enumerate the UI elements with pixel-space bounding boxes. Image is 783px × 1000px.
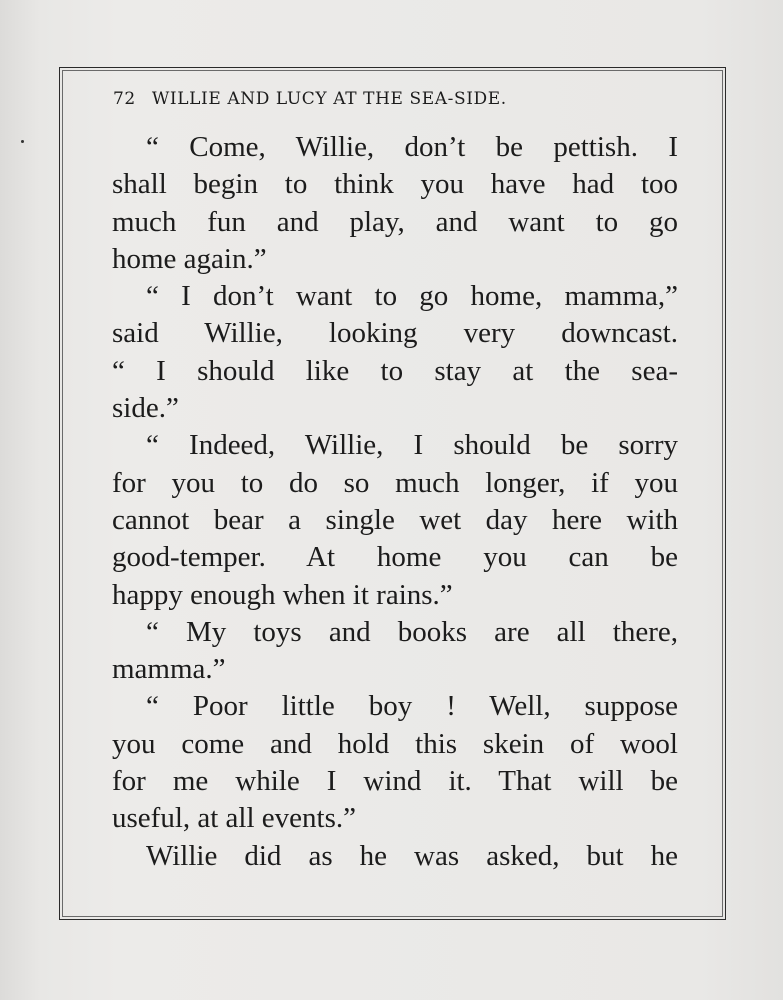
text-line: shall begin to think you have had too — [112, 168, 678, 201]
text-line: useful, at all events.” — [112, 802, 356, 835]
text-line: “ Indeed, Willie, I should be sorry — [146, 429, 678, 462]
ink-speck — [21, 140, 24, 143]
text-line: Willie did as he was asked, but he — [146, 839, 678, 872]
text-line: side.” — [112, 392, 179, 425]
text-line: happy enough when it rains.” — [112, 578, 453, 611]
text-line: you come and hold this skein of wool — [112, 727, 678, 760]
text-line: “ Poor little boy ! Well, suppose — [146, 690, 678, 723]
text-line: “ I don’t want to go home, mamma,” — [146, 280, 678, 313]
text-line: good-temper. At home you can be — [112, 541, 678, 574]
text-line: mamma.” — [112, 653, 226, 686]
body-text — [112, 129, 678, 875]
text-line: for you to do so much longer, if you — [112, 466, 678, 499]
text-line: for me while I wind it. That will be — [112, 765, 678, 798]
page-number: 72 — [113, 89, 136, 109]
text-line: “ I should like to stay at the sea- — [112, 354, 678, 387]
text-line: cannot bear a single wet day here with — [112, 503, 678, 536]
running-header — [113, 89, 673, 109]
running-title: WILLIE AND LUCY AT THE SEA-SIDE. — [151, 89, 507, 109]
text-line: “ Come, Willie, don’t be pettish. I — [146, 131, 678, 163]
text-line: “ My toys and books are all there, — [146, 615, 678, 648]
text-line: said Willie, looking very downcast. — [112, 317, 678, 350]
text-line: much fun and play, and want to go — [112, 205, 678, 238]
text-line: home again.” — [112, 242, 267, 275]
